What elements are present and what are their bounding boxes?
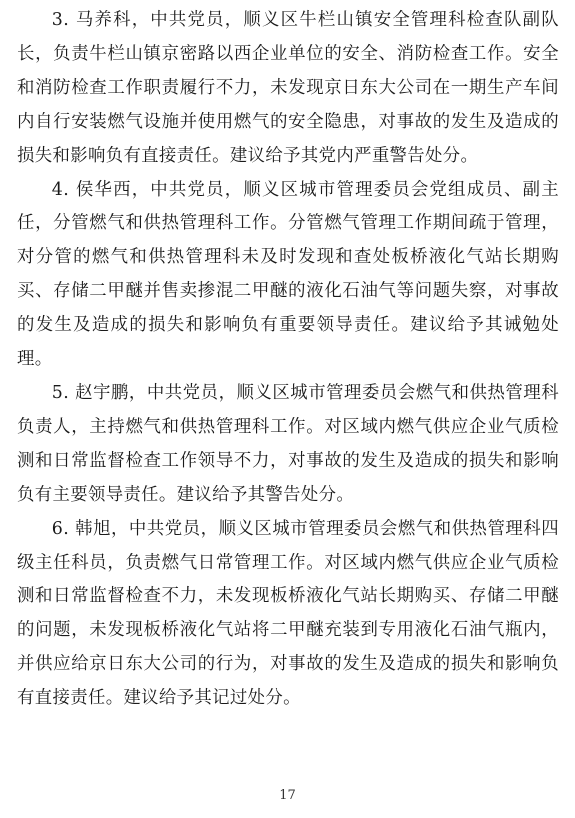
paragraph-item-6: 6. 韩旭，中共党员，顺义区城市管理委员会燃气和供热管理科四级主任科员，负责燃气日常管理工作。对区域内燃气供应企业气质检测和日常监督检查不力，未发现板桥液化气站长期购买、存储二甲醚的问题，未发现板桥液化气站将二甲醚充装到专用液化石油气瓶内，并供应给京日东大公司的行为，对事故的发生及造成的损失和影响负有直接责任。建议给予其记过处分。 (17, 518, 559, 709)
paragraph-item-3: 3. 马养科，中共党员，顺义区牛栏山镇安全管理科检查队副队长，负责牛栏山镇京密路以西企业单位的安全、消防检查工作。安全和消防检查工作职责履行不力，未发现京日东大公司在一期生产车间内自行安装燃气设施并使用燃气的安全隐患，对事故的发生及造成的损失和影响负有直接责任。建议给予其党内严重警告处分。 (17, 10, 559, 166)
page-number: 17 (279, 788, 296, 803)
paragraph-item-4: 4. 侯华西，中共党员，顺义区城市管理委员会党组成员、副主任，分管燃气和供热管理科工作。分管燃气管理工作期间疏于管理，对分管的燃气和供热管理科未及时发现和查处板桥液化气站长期购买、存储二甲醚并售卖掺混二甲醚的液化石油气等问题失察，对事故的发生及造成的损失和影响负有重要领导责任。建议给予其诫勉处理。 (17, 179, 559, 370)
document-body (17, 4, 559, 716)
paragraph-item-5: 5. 赵宇鹏，中共党员，顺义区城市管理委员会燃气和供热管理科负责人，主持燃气和供热管理科工作。对区域内燃气供应企业气质检测和日常监督检查工作领导不力，对事故的发生及造成的损失和影响负有主要领导责任。建议给予其警告处分。 (17, 382, 559, 505)
